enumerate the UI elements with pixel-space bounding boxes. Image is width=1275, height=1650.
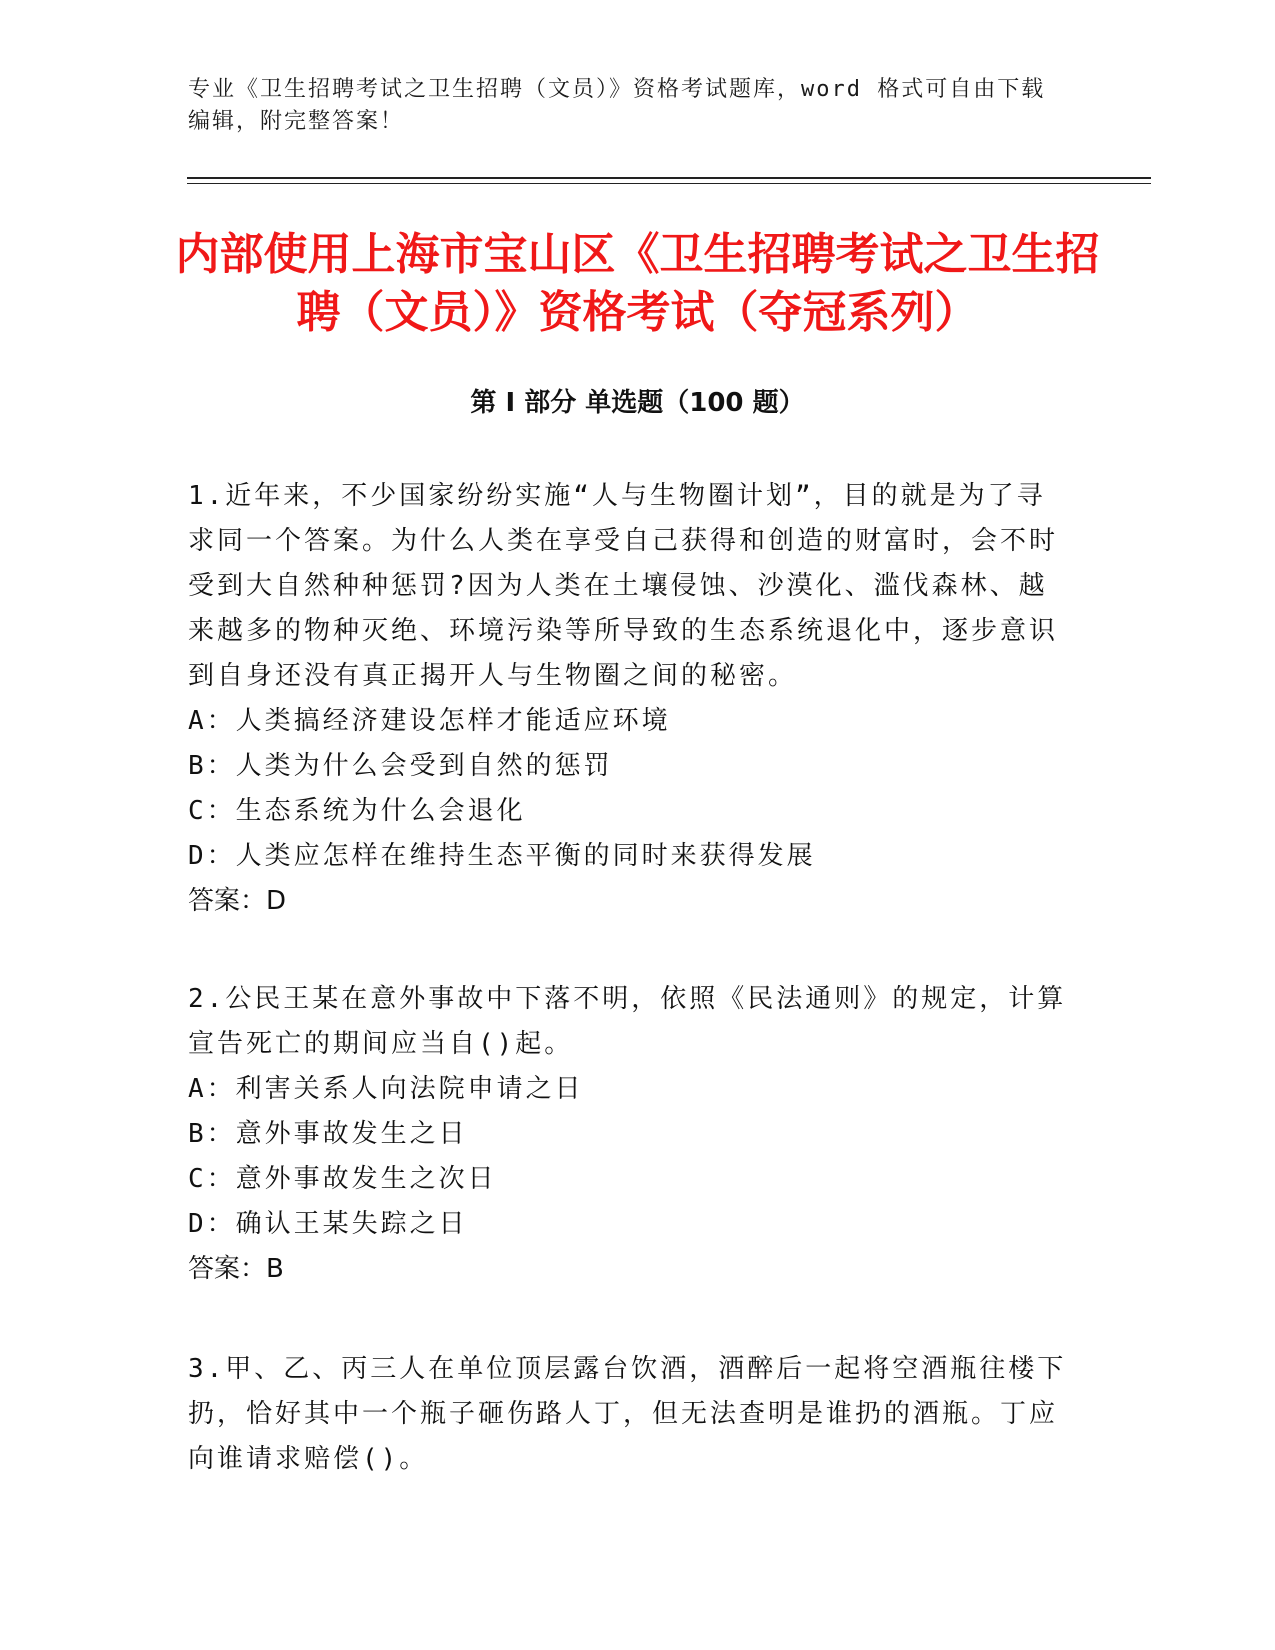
answer: 答案：B — [188, 1254, 284, 1284]
question-stem: 2.公民王某在意外事故中下落不明，依照《民法通则》的规定，计算宣告死亡的期间应当自()起。 — [188, 984, 1067, 1059]
option-a: A：利害关系人向法院申请之日 — [188, 1074, 584, 1104]
header-divider-thick — [187, 177, 1151, 179]
option-b: B：意外事故发生之日 — [188, 1119, 468, 1149]
option-c: C：生态系统为什么会退化 — [188, 796, 526, 826]
question-stem: 1.近年来，不少国家纷纷实施“人与生物圈计划”，目的就是为了寻求同一个答案。为什么人类在享受自己获得和创造的财富时，会不时受到大自然种种惩罚?因为人类在土壤侵蚀、沙漠化、滥伐森林、越来越多的物种灭绝、环境污染等所导致的生态系统退化中，逐步意识到自身还没有真正揭开人与生物圈之间的秘密。 — [188, 481, 1059, 691]
question-3 — [188, 1347, 1068, 1482]
document-title: 内部使用上海市宝山区《卫生招聘考试之卫生招聘（文员）》资格考试（夺冠系列） — [175, 229, 1100, 338]
option-b: B：人类为什么会受到自然的惩罚 — [188, 751, 613, 781]
header-divider-thin — [187, 183, 1151, 184]
option-d: D：确认王某失踪之日 — [188, 1209, 468, 1239]
answer: 答案：D — [188, 886, 287, 916]
option-c: C：意外事故发生之次日 — [188, 1164, 497, 1194]
question-stem: 3.甲、乙、丙三人在单位顶层露台饮酒，酒醉后一起将空酒瓶往楼下扔，恰好其中一个瓶子砸伤路人丁，但无法查明是谁扔的酒瓶。丁应向谁请求赔偿()。 — [188, 1354, 1067, 1474]
option-d: D：人类应怎样在维持生态平衡的同时来获得发展 — [188, 841, 816, 871]
option-a: A：人类搞经济建设怎样才能适应环境 — [188, 706, 671, 736]
header-note: 专业《卫生招聘考试之卫生招聘（文员）》资格考试题库，word 格式可自由下载编辑，附完整答案！ — [188, 77, 1046, 134]
section-heading: 第 I 部分 单选题（100 题） — [470, 388, 805, 418]
question-2 — [188, 977, 1068, 1292]
question-1 — [188, 474, 1068, 924]
